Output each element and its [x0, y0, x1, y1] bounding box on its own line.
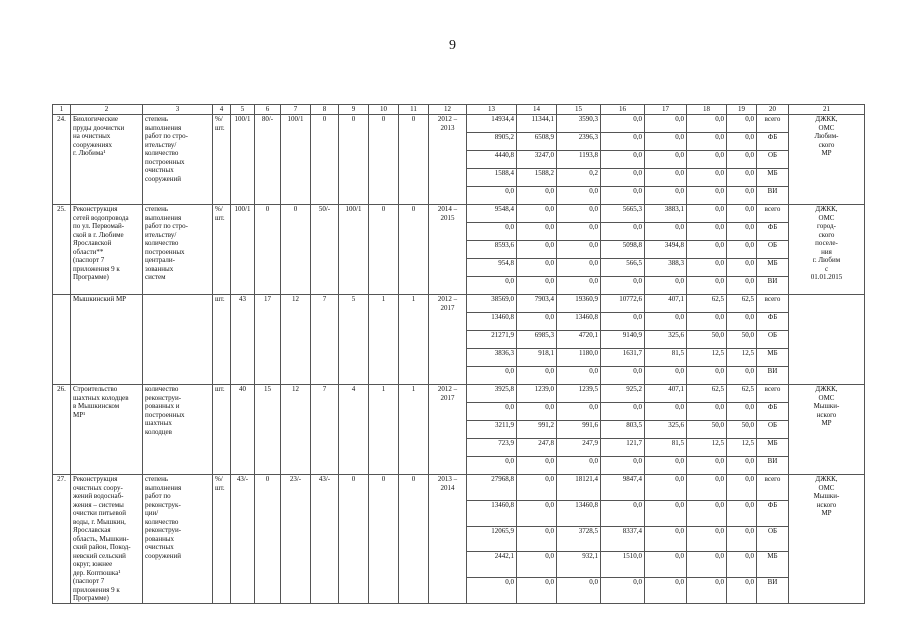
- amount-cell: 0,0: [601, 133, 645, 151]
- plan-value-cell: 1: [369, 295, 399, 385]
- amount-cell: 0,0: [517, 500, 557, 526]
- column-number-cell: 17: [645, 105, 687, 115]
- column-number-cell: 19: [727, 105, 757, 115]
- amount-cell: 0,0: [687, 115, 727, 133]
- amount-cell: 10772,6: [601, 295, 645, 313]
- amount-cell: 0,0: [645, 151, 687, 169]
- amount-cell: 9140,9: [601, 331, 645, 349]
- amount-cell: 0,0: [727, 552, 757, 578]
- amount-cell: 954,8: [467, 259, 517, 277]
- amount-cell: 0,0: [517, 457, 557, 475]
- amount-cell: 0,0: [727, 457, 757, 475]
- amount-cell: 13460,8: [557, 313, 601, 331]
- column-number-cell: 12: [429, 105, 467, 115]
- amount-cell: 5098,8: [601, 241, 645, 259]
- funding-source-cell: ФБ: [757, 403, 789, 421]
- plan-value-cell: 23/-: [281, 475, 311, 604]
- amount-cell: 3211,9: [467, 421, 517, 439]
- table-row: [53, 475, 865, 501]
- amount-cell: 6508,9: [517, 133, 557, 151]
- plan-value-cell: 43: [231, 295, 255, 385]
- amount-cell: 0,0: [517, 403, 557, 421]
- column-number-cell: 1: [53, 105, 71, 115]
- amount-cell: 1588,4: [467, 169, 517, 187]
- funding-source-cell: ОБ: [757, 151, 789, 169]
- amount-cell: 0,0: [467, 578, 517, 604]
- amount-cell: 0,0: [557, 457, 601, 475]
- plan-value-cell: 80/-: [255, 115, 281, 205]
- plan-value-cell: 0: [339, 475, 369, 604]
- header-row: [53, 105, 865, 115]
- amount-cell: 3590,3: [557, 115, 601, 133]
- amount-cell: 0,0: [687, 552, 727, 578]
- amount-cell: 991,2: [517, 421, 557, 439]
- indicator-cell: количество реконструи- рованных и построенных шахтных колодцев: [143, 385, 213, 475]
- amount-cell: 325,6: [645, 331, 687, 349]
- amount-cell: 0,0: [727, 526, 757, 552]
- amount-cell: 0,0: [517, 223, 557, 241]
- period-cell: 2012 – 2017: [429, 295, 467, 385]
- amount-cell: 0,0: [601, 403, 645, 421]
- unit-cell: %/ шт.: [213, 115, 231, 205]
- column-number-cell: 21: [789, 105, 865, 115]
- amount-cell: 62,5: [687, 295, 727, 313]
- plan-value-cell: 50/-: [311, 205, 339, 295]
- plan-value-cell: 0: [399, 115, 429, 205]
- amount-cell: 11344,1: [517, 115, 557, 133]
- amount-cell: 50,0: [727, 421, 757, 439]
- funding-source-cell: ФБ: [757, 133, 789, 151]
- amount-cell: 12065,9: [467, 526, 517, 552]
- amount-cell: 918,1: [517, 349, 557, 367]
- amount-cell: 1180,0: [557, 349, 601, 367]
- amount-cell: 0,0: [645, 313, 687, 331]
- amount-cell: 0,2: [557, 169, 601, 187]
- amount-cell: 0,0: [517, 526, 557, 552]
- amount-cell: 0,0: [517, 475, 557, 501]
- amount-cell: 0,0: [601, 187, 645, 205]
- funding-source-cell: ОБ: [757, 526, 789, 552]
- amount-cell: 0,0: [467, 223, 517, 241]
- amount-cell: 0,0: [687, 367, 727, 385]
- period-cell: 2014 – 2015: [429, 205, 467, 295]
- unit-cell: шт.: [213, 385, 231, 475]
- amount-cell: 4440,8: [467, 151, 517, 169]
- table-row: [53, 205, 865, 223]
- amount-cell: 0,0: [517, 313, 557, 331]
- measure-name-cell: Реконструкция очистных соору- жений водоснаб- жения – системы очистки питьевой воды, г. Мышкин, Ярославская область, Мышкин- ский район, Покод- невский сельский округ, южнее дер. Коптюшка¹ (паспорт 7 приложения 9 к Программе): [71, 475, 143, 604]
- funding-source-cell: МБ: [757, 552, 789, 578]
- funding-source-cell: всего: [757, 205, 789, 223]
- amount-cell: 0,0: [645, 457, 687, 475]
- amount-cell: 121,7: [601, 439, 645, 457]
- executor-cell: ДЖКК, ОМС Мышки- нского МР: [789, 475, 865, 604]
- amount-cell: 0,0: [601, 277, 645, 295]
- amount-cell: 0,0: [727, 500, 757, 526]
- plan-value-cell: 0: [255, 475, 281, 604]
- column-number-cell: 16: [601, 105, 645, 115]
- funding-source-cell: ВИ: [757, 367, 789, 385]
- amount-cell: 0,0: [601, 223, 645, 241]
- funding-source-cell: всего: [757, 475, 789, 501]
- amount-cell: 0,0: [517, 259, 557, 277]
- funding-source-cell: МБ: [757, 439, 789, 457]
- amount-cell: 62,5: [727, 295, 757, 313]
- amount-cell: 566,5: [601, 259, 645, 277]
- funding-source-cell: МБ: [757, 349, 789, 367]
- amount-cell: 1631,7: [601, 349, 645, 367]
- amount-cell: 0,0: [645, 223, 687, 241]
- column-number-cell: 15: [557, 105, 601, 115]
- amount-cell: 0,0: [645, 367, 687, 385]
- amount-cell: 0,0: [557, 403, 601, 421]
- amount-cell: 0,0: [687, 578, 727, 604]
- executor-cell: [789, 295, 865, 385]
- amount-cell: 81,5: [645, 439, 687, 457]
- amount-cell: 19360,9: [557, 295, 601, 313]
- amount-cell: 0,0: [645, 578, 687, 604]
- amount-cell: 407,1: [645, 295, 687, 313]
- amount-cell: 0,0: [687, 223, 727, 241]
- funding-source-cell: ФБ: [757, 313, 789, 331]
- amount-cell: 0,0: [645, 526, 687, 552]
- plan-value-cell: 100/1: [339, 205, 369, 295]
- amount-cell: 0,0: [727, 367, 757, 385]
- funding-source-cell: ОБ: [757, 241, 789, 259]
- amount-cell: 0,0: [601, 313, 645, 331]
- amount-cell: 62,5: [687, 385, 727, 403]
- plan-value-cell: 1: [369, 385, 399, 475]
- amount-cell: 1239,0: [517, 385, 557, 403]
- unit-cell: %/ шт.: [213, 475, 231, 604]
- amount-cell: 0,0: [687, 133, 727, 151]
- column-number-cell: 18: [687, 105, 727, 115]
- amount-cell: 0,0: [557, 367, 601, 385]
- amount-cell: 0,0: [467, 403, 517, 421]
- amount-cell: 9847,4: [601, 475, 645, 501]
- amount-cell: 0,0: [727, 475, 757, 501]
- amount-cell: 0,0: [601, 151, 645, 169]
- column-number-cell: 4: [213, 105, 231, 115]
- funding-source-cell: всего: [757, 115, 789, 133]
- column-number-cell: 6: [255, 105, 281, 115]
- plan-value-cell: 40: [231, 385, 255, 475]
- column-number-cell: 3: [143, 105, 213, 115]
- amount-cell: 3883,1: [645, 205, 687, 223]
- amount-cell: 0,0: [727, 205, 757, 223]
- amount-cell: 2396,3: [557, 133, 601, 151]
- amount-cell: 0,0: [645, 277, 687, 295]
- amount-cell: 62,5: [727, 385, 757, 403]
- unit-cell: шт.: [213, 295, 231, 385]
- measure-name-cell: Строительство шахтных колодцев в Мышкинском МР¹: [71, 385, 143, 475]
- amount-cell: 1193,8: [557, 151, 601, 169]
- measure-name-cell: Мышкинский МР: [71, 295, 143, 385]
- amount-cell: 50,0: [727, 331, 757, 349]
- plan-value-cell: 17: [255, 295, 281, 385]
- plan-value-cell: 43/-: [311, 475, 339, 604]
- amount-cell: 0,0: [467, 457, 517, 475]
- funding-source-cell: всего: [757, 295, 789, 313]
- amount-cell: 0,0: [727, 259, 757, 277]
- amount-cell: 0,0: [517, 552, 557, 578]
- amount-cell: 0,0: [727, 133, 757, 151]
- amount-cell: 0,0: [601, 500, 645, 526]
- funding-source-cell: МБ: [757, 169, 789, 187]
- amount-cell: 12,5: [727, 349, 757, 367]
- amount-cell: 0,0: [645, 552, 687, 578]
- plan-value-cell: 12: [281, 295, 311, 385]
- period-cell: 2012 – 2017: [429, 385, 467, 475]
- amount-cell: 2442,1: [467, 552, 517, 578]
- column-number-cell: 2: [71, 105, 143, 115]
- measure-name-cell: Биологические пруды доочистки на очистных сооружениях г. Любима¹: [71, 115, 143, 205]
- amount-cell: 1588,2: [517, 169, 557, 187]
- plan-value-cell: 0: [339, 115, 369, 205]
- plan-value-cell: 1: [399, 385, 429, 475]
- amount-cell: 0,0: [601, 578, 645, 604]
- plan-value-cell: 0: [311, 115, 339, 205]
- plan-value-cell: 0: [399, 475, 429, 604]
- indicator-cell: степень выполнения работ по стро- ительству/ количество построенных очистных сооружений: [143, 115, 213, 205]
- unit-cell: %/ шт.: [213, 205, 231, 295]
- executor-cell: ДЖКК, ОМС Любим- ского МР: [789, 115, 865, 205]
- table-row: [53, 385, 865, 403]
- plan-value-cell: 43/-: [231, 475, 255, 604]
- amount-cell: 38569,0: [467, 295, 517, 313]
- amount-cell: 0,0: [557, 259, 601, 277]
- amount-cell: 407,1: [645, 385, 687, 403]
- plan-value-cell: 0: [281, 205, 311, 295]
- measure-name-cell: Реконструкция сетей водопровода по ул. Первомай- ской в г. Любиме Ярославской области** (паспорт 7 приложения 9 к Программе): [71, 205, 143, 295]
- amount-cell: 0,0: [645, 500, 687, 526]
- amount-cell: 0,0: [727, 277, 757, 295]
- plan-value-cell: 0: [369, 205, 399, 295]
- amount-cell: 0,0: [557, 187, 601, 205]
- amount-cell: 5665,3: [601, 205, 645, 223]
- amount-cell: 0,0: [517, 367, 557, 385]
- amount-cell: 8593,6: [467, 241, 517, 259]
- column-number-cell: 8: [311, 105, 339, 115]
- table-row: [53, 295, 865, 313]
- plan-value-cell: 0: [255, 205, 281, 295]
- amount-cell: 0,0: [687, 187, 727, 205]
- page-number: 9: [449, 38, 456, 53]
- amount-cell: 0,0: [601, 367, 645, 385]
- amount-cell: 0,0: [601, 115, 645, 133]
- funding-source-cell: ОБ: [757, 331, 789, 349]
- plan-value-cell: 0: [369, 475, 399, 604]
- amount-cell: 7903,4: [517, 295, 557, 313]
- column-number-cell: 9: [339, 105, 369, 115]
- amount-cell: 8337,4: [601, 526, 645, 552]
- amount-cell: 723,9: [467, 439, 517, 457]
- amount-cell: 0,0: [557, 223, 601, 241]
- plan-value-cell: 5: [339, 295, 369, 385]
- period-cell: 2012 – 2013: [429, 115, 467, 205]
- column-number-cell: 11: [399, 105, 429, 115]
- amount-cell: 247,8: [517, 439, 557, 457]
- amount-cell: 0,0: [645, 403, 687, 421]
- amount-cell: 803,5: [601, 421, 645, 439]
- amount-cell: 0,0: [727, 403, 757, 421]
- amount-cell: 0,0: [557, 205, 601, 223]
- amount-cell: 925,2: [601, 385, 645, 403]
- column-number-cell: 13: [467, 105, 517, 115]
- amount-cell: 0,0: [727, 313, 757, 331]
- plan-value-cell: 100/1: [231, 115, 255, 205]
- amount-cell: 14934,4: [467, 115, 517, 133]
- amount-cell: 0,0: [727, 169, 757, 187]
- amount-cell: 0,0: [687, 259, 727, 277]
- amount-cell: 12,5: [687, 349, 727, 367]
- amount-cell: 13460,8: [557, 500, 601, 526]
- amount-cell: 0,0: [467, 367, 517, 385]
- amount-cell: 0,0: [727, 578, 757, 604]
- amount-cell: 3494,8: [645, 241, 687, 259]
- amount-cell: 0,0: [687, 241, 727, 259]
- amount-cell: 8905,2: [467, 133, 517, 151]
- funding-source-cell: ВИ: [757, 457, 789, 475]
- amount-cell: 0,0: [687, 205, 727, 223]
- plan-value-cell: 12: [281, 385, 311, 475]
- indicator-cell: степень выполнения работ по стро- ительству/ количество построенных централи- зованных систем: [143, 205, 213, 295]
- amount-cell: 1239,5: [557, 385, 601, 403]
- plan-value-cell: 15: [255, 385, 281, 475]
- amount-cell: 50,0: [687, 331, 727, 349]
- funding-source-cell: ВИ: [757, 187, 789, 205]
- amount-cell: 0,0: [727, 241, 757, 259]
- item-number-cell: [53, 295, 71, 385]
- amount-cell: 0,0: [687, 313, 727, 331]
- funding-source-cell: ОБ: [757, 421, 789, 439]
- amount-cell: 0,0: [517, 277, 557, 295]
- amount-cell: 12,5: [687, 439, 727, 457]
- column-number-cell: 5: [231, 105, 255, 115]
- amount-cell: 0,0: [687, 169, 727, 187]
- plan-value-cell: 100/1: [231, 205, 255, 295]
- amount-cell: 13460,8: [467, 500, 517, 526]
- amount-cell: 0,0: [687, 403, 727, 421]
- plan-value-cell: 0: [369, 115, 399, 205]
- column-number-cell: 20: [757, 105, 789, 115]
- amount-cell: 0,0: [517, 205, 557, 223]
- amount-cell: 0,0: [557, 578, 601, 604]
- amount-cell: 0,0: [727, 223, 757, 241]
- amount-cell: 1510,0: [601, 552, 645, 578]
- indicator-cell: [143, 295, 213, 385]
- amount-cell: 0,0: [645, 115, 687, 133]
- amount-cell: 247,9: [557, 439, 601, 457]
- amount-cell: 50,0: [687, 421, 727, 439]
- amount-cell: 0,0: [727, 151, 757, 169]
- amount-cell: 0,0: [645, 133, 687, 151]
- amount-cell: 3836,3: [467, 349, 517, 367]
- plan-value-cell: 4: [339, 385, 369, 475]
- amount-cell: 0,0: [467, 277, 517, 295]
- program-measures-table: [52, 104, 865, 604]
- plan-value-cell: 7: [311, 385, 339, 475]
- amount-cell: 991,6: [557, 421, 601, 439]
- funding-source-cell: МБ: [757, 259, 789, 277]
- funding-source-cell: ВИ: [757, 277, 789, 295]
- amount-cell: 0,0: [687, 457, 727, 475]
- funding-source-cell: всего: [757, 385, 789, 403]
- amount-cell: 0,0: [467, 187, 517, 205]
- amount-cell: 0,0: [601, 457, 645, 475]
- amount-cell: 3925,8: [467, 385, 517, 403]
- amount-cell: 932,1: [557, 552, 601, 578]
- column-number-cell: 14: [517, 105, 557, 115]
- executor-cell: ДЖКК, ОМС Мышки- нского МР: [789, 385, 865, 475]
- plan-value-cell: 7: [311, 295, 339, 385]
- amount-cell: 0,0: [687, 526, 727, 552]
- funding-source-cell: ВИ: [757, 578, 789, 604]
- amount-cell: 388,3: [645, 259, 687, 277]
- amount-cell: 0,0: [645, 169, 687, 187]
- plan-value-cell: 0: [399, 205, 429, 295]
- amount-cell: 13460,8: [467, 313, 517, 331]
- item-number-cell: 25.: [53, 205, 71, 295]
- table-row: [53, 115, 865, 133]
- amount-cell: 0,0: [687, 475, 727, 501]
- amount-cell: 81,5: [645, 349, 687, 367]
- amount-cell: 0,0: [517, 578, 557, 604]
- amount-cell: 0,0: [727, 115, 757, 133]
- amount-cell: 18121,4: [557, 475, 601, 501]
- plan-value-cell: 100/1: [281, 115, 311, 205]
- column-number-cell: 10: [369, 105, 399, 115]
- amount-cell: 0,0: [601, 169, 645, 187]
- item-number-cell: 26.: [53, 385, 71, 475]
- amount-cell: 0,0: [517, 187, 557, 205]
- funding-source-cell: ФБ: [757, 223, 789, 241]
- amount-cell: 4720,1: [557, 331, 601, 349]
- funding-source-cell: ФБ: [757, 500, 789, 526]
- amount-cell: 3728,5: [557, 526, 601, 552]
- period-cell: 2013 – 2014: [429, 475, 467, 604]
- amount-cell: 0,0: [645, 475, 687, 501]
- column-number-cell: 7: [281, 105, 311, 115]
- amount-cell: 27968,8: [467, 475, 517, 501]
- plan-value-cell: 1: [399, 295, 429, 385]
- amount-cell: 325,6: [645, 421, 687, 439]
- amount-cell: 0,0: [687, 277, 727, 295]
- amount-cell: 0,0: [557, 241, 601, 259]
- amount-cell: 3247,0: [517, 151, 557, 169]
- amount-cell: 12,5: [727, 439, 757, 457]
- item-number-cell: 24.: [53, 115, 71, 205]
- amount-cell: 0,0: [645, 187, 687, 205]
- amount-cell: 9548,4: [467, 205, 517, 223]
- amount-cell: 6985,3: [517, 331, 557, 349]
- indicator-cell: степень выполнения работ по реконструк- ции/ количество реконструи- рованных очистных сооружений: [143, 475, 213, 604]
- amount-cell: 0,0: [557, 277, 601, 295]
- amount-cell: 0,0: [517, 241, 557, 259]
- item-number-cell: 27.: [53, 475, 71, 604]
- amount-cell: 0,0: [687, 500, 727, 526]
- amount-cell: 0,0: [687, 151, 727, 169]
- executor-cell: ДЖКК, ОМС город- ского поселе- ния г. Любим с 01.01.2015: [789, 205, 865, 295]
- amount-cell: 0,0: [727, 187, 757, 205]
- amount-cell: 21271,9: [467, 331, 517, 349]
